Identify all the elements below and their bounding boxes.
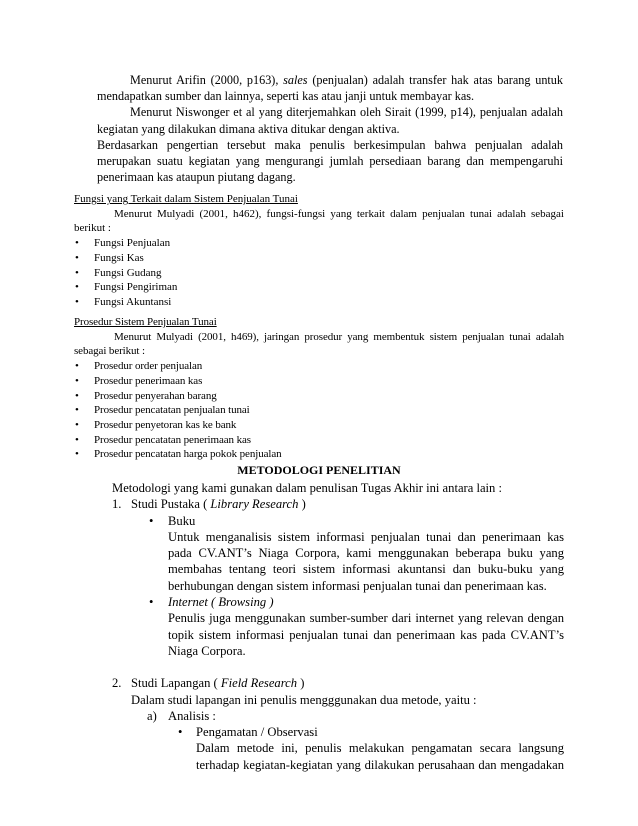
analisis-heading: a) Analisis : xyxy=(147,708,216,723)
fungsi-heading: Fungsi yang Terkait dalam Sistem Penjualan Tunai xyxy=(74,193,298,205)
bullet-icon: • xyxy=(178,725,183,740)
intro-paragraph-3: Berdasarkan pengertian tersebut maka penulis berkesimpulan bahwa penjualan adalah merupakan suatu kegiatan yang mengurangi jumlah persediaan barang dan mempengaruhi penerimaan kas ataupun piutang dagang. xyxy=(97,137,563,185)
list-item: • Prosedur order penjualan xyxy=(74,359,564,374)
metodologi-title: METODOLOGI PENELITIAN xyxy=(237,463,401,477)
observasi-label: Pengamatan / Observasi xyxy=(196,725,318,740)
prosedur-section xyxy=(74,315,564,462)
intro-paragraph-2: Menurut Niswonger et al yang diterjemahkan oleh Sirait (1999, p14), penjualan adalah kegiatan yang dilakukan dimana aktiva ditukar dengan aktiva. xyxy=(97,105,563,136)
list-item: • Fungsi Penjualan xyxy=(74,236,564,251)
list-item: • Prosedur penyerahan barang xyxy=(74,389,564,404)
list-item: • Prosedur penyetoran kas ke bank xyxy=(74,418,564,433)
intro-section xyxy=(97,72,563,185)
studi-lapangan-heading: 2. Studi Lapangan ( Field Research ) xyxy=(112,676,305,691)
buku-item xyxy=(112,513,564,594)
internet-label: Internet ( Browsing ) xyxy=(168,595,274,610)
list-item: • Prosedur pencatatan penerimaan kas xyxy=(74,433,564,448)
studi-pustaka-heading: 1. Studi Pustaka ( Library Research ) xyxy=(112,497,306,512)
bullet-icon: • xyxy=(149,513,154,528)
metodologi-section xyxy=(112,480,564,773)
observasi-item xyxy=(112,724,564,773)
list-item: • Fungsi Pengiriman xyxy=(74,280,564,295)
list-item: • Fungsi Akuntansi xyxy=(74,295,564,310)
list-item: • Fungsi Gudang xyxy=(74,266,564,281)
intro-paragraph-1: Menurut Arifin (2000, p163), sales (penjualan) adalah transfer hak atas barang untuk mendapatkan sumber dan lainnya, seperti kas atau janji untuk membayar kas. xyxy=(97,73,563,104)
fungsi-intro: Menurut Mulyadi (2001, h462), fungsi-fungsi yang terkait dalam penjualan tunai adalah sebagai berikut : xyxy=(74,207,564,235)
list-item: • Prosedur pencatatan harga pokok penjualan xyxy=(74,447,564,462)
list-item: • Prosedur penerimaan kas xyxy=(74,374,564,389)
buku-label: Buku xyxy=(168,513,196,528)
buku-text: Untuk menganalisis sistem informasi penjualan tunai dan penerimaan kas pada CV.ANT’s Niaga Corpora, kami menggunakan beberapa buku yang membahas tentang teori sistem informasi akuntansi dan buku-buku yang berhubungan dengan sistem informasi penjualan tunai dan penerimaan kas. xyxy=(168,529,564,593)
list-item: • Fungsi Kas xyxy=(74,251,564,266)
list-item: • Prosedur pencatatan penjualan tunai xyxy=(74,403,564,418)
metodologi-intro: Metodologi yang kami gunakan dalam penulisan Tugas Akhir ini antara lain : xyxy=(112,481,502,495)
prosedur-intro: Menurut Mulyadi (2001, h469), jaringan prosedur yang membentuk sistem penjualan tunai adalah sebagai berikut : xyxy=(74,330,564,358)
internet-text: Penulis juga menggunakan sumber-sumber dari internet yang relevan dengan topik sistem informasi penjualan tunai dan penerimaan kas pada CV.ANT’s Niaga Corpora. xyxy=(168,611,564,658)
observasi-text: Dalam metode ini, penulis melakukan pengamatan secara langsung terhadap kegiatan-kegiatan yang dilakukan perusahaan dan mengadakan xyxy=(196,741,564,772)
fungsi-list xyxy=(74,236,564,310)
internet-item xyxy=(112,594,564,659)
bullet-icon: • xyxy=(149,595,154,610)
prosedur-heading: Prosedur Sistem Penjualan Tunai xyxy=(74,316,217,328)
fungsi-section xyxy=(74,192,564,310)
studi-lapangan-text: Dalam studi lapangan ini penulis mengggunakan dua metode, yaitu : xyxy=(131,692,477,707)
prosedur-list xyxy=(74,359,564,462)
